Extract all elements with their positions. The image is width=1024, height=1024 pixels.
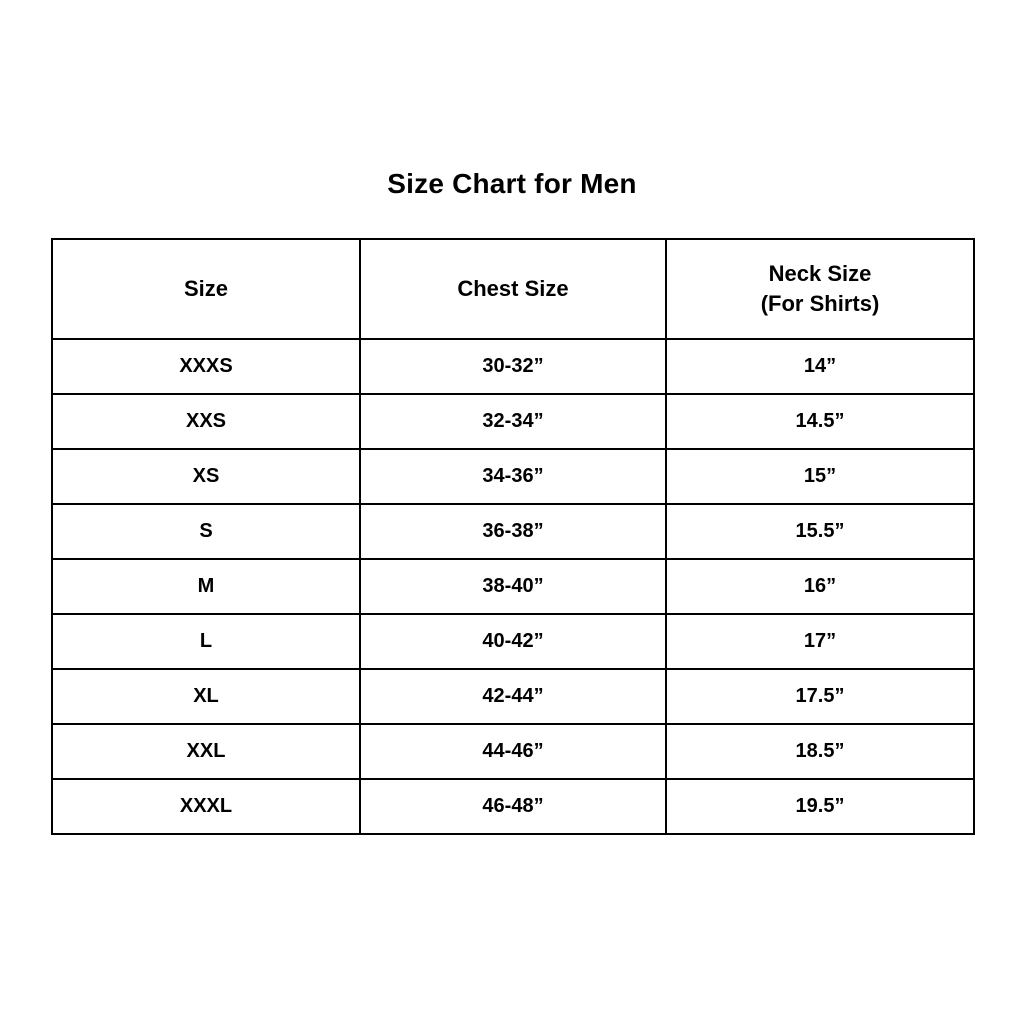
page-title: Size Chart for Men: [387, 168, 637, 199]
cell-neck: 15.5”: [666, 504, 974, 559]
cell-chest: 40-42”: [360, 614, 666, 669]
table-header-row: [52, 239, 974, 339]
cell-chest: 44-46”: [360, 724, 666, 779]
column-header-chest-size: [360, 239, 666, 339]
cell-size: S: [52, 504, 360, 559]
column-header-neck-size: [666, 239, 974, 339]
cell-neck: 15”: [666, 449, 974, 504]
cell-chest: 46-48”: [360, 779, 666, 834]
cell-neck: 17”: [666, 614, 974, 669]
cell-neck: 14.5”: [666, 394, 974, 449]
table-row: [52, 724, 974, 779]
column-header-neck-size-label: Neck Size: [768, 261, 872, 287]
table-row: [52, 449, 974, 504]
cell-size: XL: [52, 669, 360, 724]
column-header-size: [52, 239, 360, 339]
table-row: [52, 394, 974, 449]
cell-neck: 14”: [666, 339, 974, 394]
cell-size: M: [52, 559, 360, 614]
cell-size: XXXS: [52, 339, 360, 394]
cell-neck: 19.5”: [666, 779, 974, 834]
cell-size: XS: [52, 449, 360, 504]
cell-size: XXL: [52, 724, 360, 779]
cell-chest: 36-38”: [360, 504, 666, 559]
table-row: [52, 504, 974, 559]
column-header-neck-size-sublabel: (For Shirts): [760, 291, 880, 316]
cell-size: XXXL: [52, 779, 360, 834]
table-row: [52, 779, 974, 834]
cell-neck: 18.5”: [666, 724, 974, 779]
table-row: [52, 559, 974, 614]
cell-chest: 32-34”: [360, 394, 666, 449]
table-body: [52, 339, 974, 834]
cell-chest: 34-36”: [360, 449, 666, 504]
table-row: [52, 669, 974, 724]
size-chart-table: [51, 238, 975, 835]
column-header-size-label: Size: [183, 276, 229, 302]
cell-chest: 30-32”: [360, 339, 666, 394]
table-header: [52, 239, 974, 339]
table-row: [52, 339, 974, 394]
table-row: [52, 614, 974, 669]
cell-neck: 17.5”: [666, 669, 974, 724]
size-chart-table-wrapper: [51, 238, 973, 835]
cell-size: XXS: [52, 394, 360, 449]
cell-size: L: [52, 614, 360, 669]
cell-chest: 38-40”: [360, 559, 666, 614]
cell-neck: 16”: [666, 559, 974, 614]
cell-chest: 42-44”: [360, 669, 666, 724]
column-header-chest-size-label: Chest Size: [457, 276, 569, 302]
